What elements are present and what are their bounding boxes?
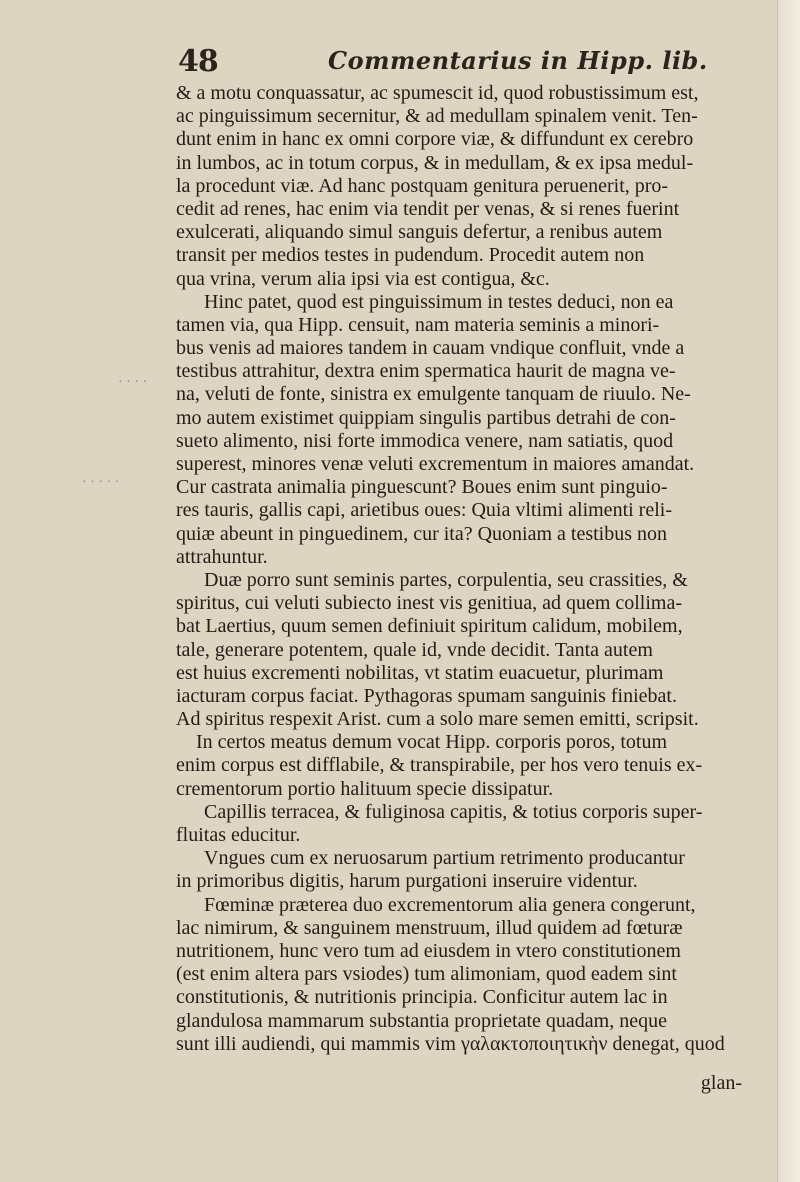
text-line: bat Laertius, quum semen definiuit spiritum calidum, mobilem, (176, 615, 683, 638)
text-line: est huius excrementi nobilitas, vt statim euacuetur, plurimam (176, 661, 664, 684)
text-line: enim corpus est difflabile, & transpirabile, per hos vero tenuis ex- (176, 754, 703, 777)
catchword: glan- (700, 1072, 742, 1094)
margin-mark: · · · · (118, 375, 148, 390)
margin-mark: · · · · · (82, 475, 120, 490)
text-line: qua vrina, verum alia ipsi via est contigua, &c. (176, 267, 550, 290)
text-line: Duæ porro sunt seminis partes, corpulentia, seu crassities, & (204, 568, 688, 591)
text-line: testibus attrahitur, dextra enim spermatica haurit de magna ve- (176, 360, 676, 383)
text-line: Ad spiritus respexit Arist. cum a solo mare semen emitti, scripsit. (176, 708, 699, 731)
folio-number: 48 (178, 44, 218, 79)
text-line: transit per medios testes in pudendum. Procedit autem non (176, 244, 645, 267)
text-line: exulcerati, aliquando simul sanguis defertur, a renibus autem (176, 221, 663, 244)
page-edge (777, 0, 800, 1182)
text-line: spiritus, cui veluti subiecto inest vis genitiua, ad quem collima- (176, 592, 683, 615)
text-line: cedit ad renes, hac enim via tendit per venas, & si renes fuerint (176, 197, 680, 220)
text-line: bus venis ad maiores tandem in cauam vndique confluit, vnde a (176, 337, 685, 360)
text-line: quiæ abeunt in pinguedinem, cur ita? Quoniam a testibus non (176, 522, 668, 545)
text-line: Vngues cum ex neruosarum partium retrimento producantur (204, 847, 685, 870)
text-line: lac nimirum, & sanguinem menstruum, illud quidem ad fœturæ (176, 916, 683, 939)
text-line: crementorum portio halituum specie dissipatur. (176, 777, 554, 800)
text-line: Cur castrata animalia pinguescunt? Boues enim sunt pinguio- (176, 476, 668, 499)
text-block (176, 82, 766, 1056)
text-line: iacturam corpus faciat. Pythagoras spumam sanguinis finiebat. (176, 684, 677, 707)
text-line: dunt enim in hanc ex omni corpore viæ, & diffundunt ex cerebro (176, 128, 694, 151)
text-line: na, veluti de fonte, sinistra ex emulgente tanquam de riuulo. Ne- (176, 383, 691, 406)
text-line: in lumbos, ac in totum corpus, & in medullam, & ex ipsa medul- (176, 151, 694, 174)
text-line: sunt illi audiendi, qui mammis vim γαλακτοποιητικὴν denegat, quod (176, 1032, 725, 1055)
text-line: Capillis terracea, & fuliginosa capitis, & totius corporis super- (204, 800, 703, 823)
text-line: Hinc patet, quod est pinguissimum in testes deduci, non ea (204, 290, 674, 313)
text-line: ac pinguissimum secernitur, & ad medullam spinalem venit. Ten- (176, 105, 698, 128)
text-line: constitutionis, & nutritionis principia. Conficitur autem lac in (176, 986, 668, 1009)
text-line: in primoribus digitis, harum purgationi inseruire videntur. (176, 870, 638, 893)
page-header (148, 44, 758, 84)
text-line: In certos meatus demum vocat Hipp. corporis poros, totum (196, 731, 668, 754)
text-line: fluitas educitur. (176, 824, 301, 846)
text-line: (est enim altera pars vsiodes) tum alimoniam, quod eadem sint (176, 963, 677, 986)
text-line: attrahuntur. (176, 545, 268, 568)
text-line: glandulosa mammarum substantia proprietate quadam, neque (176, 1009, 667, 1032)
text-line: tamen via, qua Hipp. censuit, nam materia seminis a minori- (176, 313, 660, 336)
text-line: sueto alimento, nisi forte immodica venere, nam satiatis, quod (176, 429, 674, 452)
text-line: & a motu conquassatur, ac spumescit id, quod robustissimum est, (176, 82, 699, 104)
running-head: Commentarius in Hipp. lib. (328, 46, 708, 75)
text-line: res tauris, gallis capi, arietibus oues: Quia vltimi alimenti reli- (176, 499, 672, 522)
text-line: tale, generare potentem, quale id, vnde decidit. Tanta autem (176, 638, 653, 661)
text-line: la procedunt viæ. Ad hanc postquam genitura peruenerit, pro- (176, 174, 669, 197)
text-line: nutritionem, hunc vero tum ad eiusdem in vtero constitutionem (176, 939, 681, 962)
text-line: Fœminæ præterea duo excrementorum alia genera congerunt, (204, 893, 696, 916)
text-line: mo autem existimet quippiam singulis partibus detrahi de con- (176, 406, 676, 429)
text-line: superest, minores venæ veluti excrementum in maiores amandat. (176, 453, 695, 475)
